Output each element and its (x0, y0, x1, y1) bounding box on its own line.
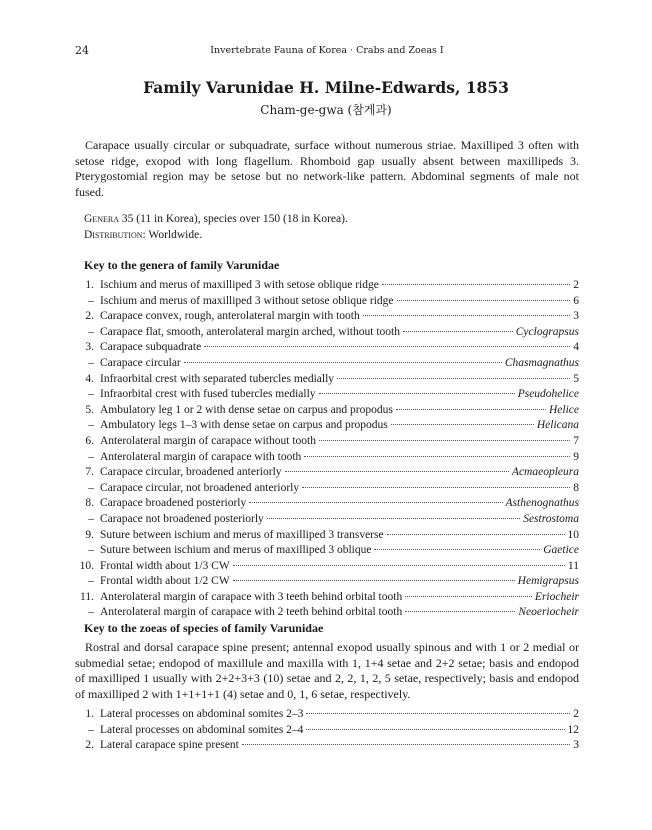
key-row (75, 466, 579, 482)
key-row (75, 404, 579, 420)
zoea-key-list (75, 708, 579, 755)
key-text: Anterolateral margin of carapace with tooth (100, 450, 302, 463)
family-title: Family Varunidae H. Milne-Edwards, 1853 (143, 78, 509, 97)
key-target: Gaetice (543, 544, 579, 557)
key-number: 2. (85, 739, 94, 752)
key-text: Ischium and merus of maxilliped 3 with setose oblique ridge (100, 279, 379, 291)
key-row (75, 591, 579, 607)
key-target: Hemigrapsus (517, 575, 579, 588)
key-text: Carapace circular (100, 356, 181, 369)
key-target: Asthenognathus (505, 497, 579, 510)
key-target: Helicana (536, 419, 579, 432)
key-target: 3 (573, 310, 579, 323)
zoea-key-intro: Rostral and dorsal carapace spine present; antennal exopod usually spinous and with 1 or 2 medial or submedial setae; endopod of maxillule and maxilla with 1, 1+4 setae and 2+2 setae; basis and endopod of maxilliped 1 usually with 2+2+3+3 (10) setae and 2, 2, 1, 2, 5 setae, respectively; basis and endopod of maxilliped 2 with 1+1+1+1 (4) setae and 0, 1, 6 setae, respectively. (75, 640, 579, 701)
key-row (75, 419, 579, 435)
key-target: Cyclograpsus (515, 325, 579, 338)
key-leader-dots (304, 456, 570, 457)
key-number: 10. (79, 559, 94, 572)
key-text: Ambulatory legs 1–3 with dense setae on carpus and propodus (100, 419, 388, 432)
key-text: Infraorbital crest with fused tubercles medially (100, 388, 316, 401)
key-leader-dots (403, 331, 513, 332)
key-number: 4. (85, 372, 94, 385)
key-row (75, 529, 579, 545)
key-text: Ambulatory leg 1 or 2 with dense setae on carpus and propodus (100, 403, 393, 416)
key-leader-dots (233, 580, 515, 581)
key-number: – (88, 606, 94, 619)
key-row (75, 357, 579, 373)
key-text: Carapace flat, smooth, anterolateral margin arched, without tooth (100, 325, 400, 338)
key-number: – (88, 544, 94, 557)
distribution-text: : Worldwide. (142, 229, 203, 241)
key-target: Sestrostoma (523, 512, 579, 525)
key-number: – (88, 723, 94, 736)
genera-key-list (75, 279, 579, 622)
distribution-line (84, 228, 202, 243)
key-number: 3. (85, 341, 94, 354)
key-leader-dots (302, 487, 570, 488)
key-row (75, 326, 579, 342)
key-leader-dots (242, 744, 570, 745)
key-leader-dots (374, 549, 540, 550)
genera-label: Genera (84, 213, 119, 225)
genera-line (84, 212, 348, 227)
running-head (75, 44, 579, 58)
key-row (75, 513, 579, 529)
key-number: 8. (85, 497, 94, 510)
key-leader-dots (319, 393, 515, 394)
key-number: – (88, 325, 94, 338)
key-row (75, 435, 579, 451)
key-leader-dots (306, 729, 564, 730)
key-number: 5. (85, 403, 94, 416)
key-row (75, 497, 579, 513)
key-row (75, 295, 579, 311)
key-number: – (88, 388, 94, 401)
key-text: Ischium and merus of maxilliped 3 without setose oblique ridge (100, 294, 394, 307)
key-leader-dots (319, 440, 570, 441)
key-text: Lateral processes on abdominal somites 2–3 (100, 708, 304, 720)
key-text: Carapace circular, broadened anteriorly (100, 466, 282, 479)
key-number: – (88, 575, 94, 588)
key-leader-dots (387, 534, 565, 535)
key-row (75, 279, 579, 295)
key-row (75, 724, 579, 740)
key-text: Anterolateral margin of carapace with 2 teeth behind orbital tooth (100, 606, 403, 619)
key-target: 8 (573, 481, 579, 494)
key-text: Frontal width about 1/2 CW (100, 575, 230, 588)
key-text: Anterolateral margin of carapace without tooth (100, 434, 316, 447)
key-row (75, 708, 579, 724)
key-row (75, 482, 579, 498)
key-leader-dots (267, 518, 520, 519)
key-target: 3 (573, 739, 579, 752)
key-leader-dots (405, 596, 532, 597)
key-target: 4 (573, 341, 579, 354)
key-row (75, 373, 579, 389)
key-text: Lateral carapace spine present (100, 739, 239, 752)
distribution-label: Distribution (84, 229, 143, 241)
key-number: – (88, 512, 94, 525)
key-text: Infraorbital crest with separated tubercles medially (100, 372, 335, 385)
key-number: 9. (85, 528, 94, 541)
key-row (75, 451, 579, 467)
key-text: Lateral processes on abdominal somites 2–4 (100, 723, 304, 736)
key-row (75, 606, 579, 622)
key-target: 2 (573, 279, 579, 291)
key-leader-dots (285, 471, 509, 472)
key-target: Helice (548, 403, 579, 416)
key-text: Carapace convex, rough, anterolateral margin with tooth (100, 310, 360, 323)
key-target: 5 (573, 372, 579, 385)
key-number: 1. (85, 279, 94, 291)
key-number: 11. (80, 590, 94, 603)
key-text: Suture between ischium and merus of maxilliped 3 transverse (100, 528, 384, 541)
key-target: 7 (573, 434, 579, 447)
zoea-key-heading: Key to the zoeas of species of family Varunidae (84, 621, 324, 635)
key-text: Suture between ischium and merus of maxilliped 3 oblique (100, 544, 372, 557)
key-number: – (88, 294, 94, 307)
key-row (75, 560, 579, 576)
key-number: 6. (85, 434, 94, 447)
key-leader-dots (391, 424, 534, 425)
key-leader-dots (396, 409, 546, 410)
key-row (75, 575, 579, 591)
key-leader-dots (184, 362, 502, 363)
key-target: 12 (567, 723, 579, 736)
key-leader-dots (233, 565, 565, 566)
key-target: 2 (573, 708, 579, 720)
key-text: Anterolateral margin of carapace with 3 teeth behind orbital tooth (100, 590, 403, 603)
key-text: Carapace broadened posteriorly (100, 497, 247, 510)
key-text: Carapace circular, not broadened anteriorly (100, 481, 300, 494)
running-head-title: Invertebrate Fauna of Korea · Crabs and Zoeas I (210, 45, 444, 56)
page-number: 24 (75, 44, 89, 57)
family-subtitle: Cham-ge-gwa (참게과) (260, 103, 392, 117)
key-leader-dots (249, 502, 502, 503)
key-target: Chasmagnathus (504, 356, 579, 369)
key-number: – (88, 450, 94, 463)
key-number: 7. (85, 466, 94, 479)
key-target: 9 (573, 450, 579, 463)
key-number: 2. (85, 310, 94, 323)
key-target: 10 (567, 528, 579, 541)
genera-key-heading: Key to the genera of family Varunidae (84, 258, 280, 272)
key-target: 11 (567, 559, 579, 572)
key-text: Carapace subquadrate (100, 341, 202, 354)
family-description: Carapace usually circular or subquadrate, surface without numerous striae. Maxilliped 3 often with setose ridge, exopod with long flagellum. Rhomboid gap usually absent between maxillipeds 3. Pterygostomial region may be setose but no network-like pattern. Abdominal segments of male not fused. (75, 138, 579, 199)
key-row (75, 544, 579, 560)
key-row (75, 388, 579, 404)
key-row (75, 341, 579, 357)
genera-text: 35 (11 in Korea), species over 150 (18 in Korea). (118, 213, 348, 225)
key-text: Frontal width about 1/3 CW (100, 559, 230, 572)
key-number: – (88, 419, 94, 432)
key-leader-dots (363, 315, 571, 316)
key-leader-dots (382, 284, 570, 285)
key-number: – (88, 481, 94, 494)
key-leader-dots (204, 346, 570, 347)
key-row (75, 310, 579, 326)
key-leader-dots (405, 611, 515, 612)
key-target: 6 (573, 294, 579, 307)
key-number: – (88, 356, 94, 369)
key-target: Acmaeopleura (511, 466, 579, 479)
key-leader-dots (337, 378, 570, 379)
key-target: Pseudohelice (517, 388, 579, 401)
key-number: 1. (85, 708, 94, 720)
key-text: Carapace not broadened posteriorly (100, 512, 264, 525)
key-leader-dots (306, 713, 570, 714)
key-row (75, 739, 579, 755)
key-target: Eriocheir (534, 590, 579, 603)
key-leader-dots (397, 300, 571, 301)
key-target: Neoeriocheir (518, 606, 579, 619)
